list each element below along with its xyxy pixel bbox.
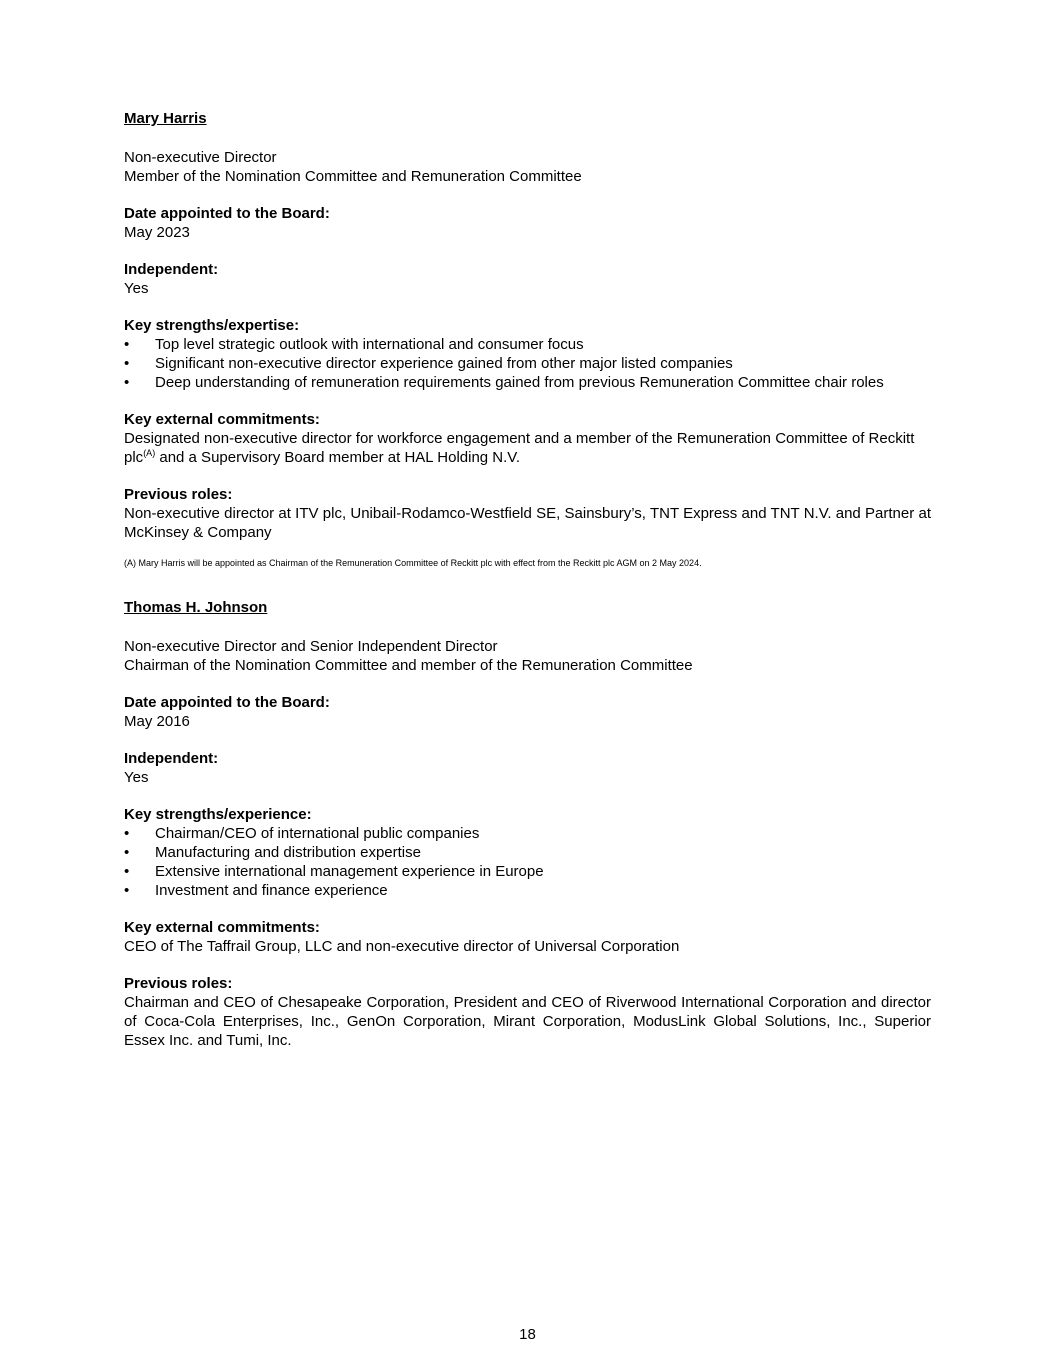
key-strengths-list bbox=[124, 824, 931, 900]
key-strengths-label: Key strengths/experience: bbox=[124, 806, 312, 823]
footnote: (A) Mary Harris will be appointed as Chairman of the Remuneration Committee of Reckitt plc with effect from the Reckitt plc AGM on 2 May 2024. bbox=[124, 558, 702, 568]
date-appointed-label: Date appointed to the Board: bbox=[124, 205, 330, 222]
external-commitments-text-continued: and a Supervisory Board member at HAL Holding N.V. bbox=[155, 449, 521, 466]
list-item bbox=[124, 824, 931, 843]
bullet-icon: • bbox=[124, 355, 130, 372]
external-commitments-value: CEO of The Taffrail Group, LLC and non-executive director of Universal Corporation bbox=[124, 938, 680, 955]
previous-roles-value: Chairman and CEO of Chesapeake Corporation, President and CEO of Riverwood International Corporation and director of Coca-Cola Enterprises, Inc., GenOn Corporation, Mirant Corporation, ModusLink Global Solutions, Inc., Superior Essex Inc. and Tumi, Inc. bbox=[124, 994, 931, 1049]
list-item bbox=[124, 862, 931, 881]
director-committees: Member of the Nomination Committee and Remuneration Committee bbox=[124, 168, 582, 185]
external-commitments-value bbox=[124, 429, 931, 467]
director-title: Non-executive Director bbox=[124, 149, 277, 166]
director-roles bbox=[124, 148, 931, 186]
previous-roles-section bbox=[124, 485, 931, 542]
director-name: Thomas H. Johnson bbox=[124, 599, 268, 616]
external-commitments-section bbox=[124, 410, 931, 467]
key-strengths-section bbox=[124, 805, 931, 900]
list-item-text: Extensive international management experience in Europe bbox=[155, 863, 544, 880]
footnote-reference: (A) bbox=[143, 448, 156, 458]
list-item bbox=[124, 335, 931, 354]
external-commitments-label: Key external commitments: bbox=[124, 919, 320, 936]
director-profile-mary-harris bbox=[124, 109, 931, 569]
date-appointed-value: May 2023 bbox=[124, 224, 190, 241]
bullet-icon: • bbox=[124, 882, 130, 899]
list-item bbox=[124, 881, 931, 900]
key-strengths-list bbox=[124, 335, 931, 392]
independent-label: Independent: bbox=[124, 261, 219, 278]
date-appointed-section bbox=[124, 693, 931, 731]
list-item-text: Top level strategic outlook with international and consumer focus bbox=[155, 336, 584, 353]
director-roles bbox=[124, 637, 931, 675]
list-item-text: Investment and finance experience bbox=[155, 882, 388, 899]
date-appointed-value: May 2016 bbox=[124, 713, 190, 730]
external-commitments-label: Key external commitments: bbox=[124, 411, 320, 428]
director-profile-thomas-johnson bbox=[124, 598, 931, 1050]
key-strengths-section bbox=[124, 316, 931, 392]
key-strengths-label: Key strengths/expertise: bbox=[124, 317, 300, 334]
list-item-text: Significant non-executive director experience gained from other major listed companies bbox=[155, 355, 733, 372]
bullet-icon: • bbox=[124, 825, 130, 842]
independent-section bbox=[124, 260, 931, 298]
previous-roles-section bbox=[124, 974, 931, 1050]
document-page bbox=[124, 109, 931, 1050]
previous-roles-value: Non-executive director at ITV plc, Unibail-Rodamco-Westfield SE, Sainsbury’s, TNT Express and TNT N.V. and Partner at McKinsey & Company bbox=[124, 505, 931, 541]
date-appointed-label: Date appointed to the Board: bbox=[124, 694, 330, 711]
date-appointed-section bbox=[124, 204, 931, 242]
list-item bbox=[124, 354, 931, 373]
external-commitments-text: Designated non-executive director for workforce engagement and a member of the Remuneration Committee of Reckitt plc bbox=[124, 430, 915, 466]
list-item bbox=[124, 373, 931, 392]
external-commitments-section bbox=[124, 918, 931, 956]
list-item bbox=[124, 843, 931, 862]
previous-roles-label: Previous roles: bbox=[124, 486, 233, 503]
list-item-text: Manufacturing and distribution expertise bbox=[155, 844, 421, 861]
previous-roles-label: Previous roles: bbox=[124, 975, 233, 992]
bullet-icon: • bbox=[124, 863, 130, 880]
director-name: Mary Harris bbox=[124, 110, 207, 127]
director-title: Non-executive Director and Senior Independent Director bbox=[124, 638, 498, 655]
independent-section bbox=[124, 749, 931, 787]
bullet-icon: • bbox=[124, 844, 130, 861]
independent-value: Yes bbox=[124, 280, 149, 297]
page-number: 18 bbox=[519, 1326, 536, 1343]
bullet-icon: • bbox=[124, 374, 130, 391]
bullet-icon: • bbox=[124, 336, 130, 353]
list-item-text: Chairman/CEO of international public companies bbox=[155, 825, 480, 842]
independent-value: Yes bbox=[124, 769, 149, 786]
list-item-text: Deep understanding of remuneration requirements gained from previous Remuneration Committee chair roles bbox=[155, 374, 884, 391]
independent-label: Independent: bbox=[124, 750, 219, 767]
director-committees: Chairman of the Nomination Committee and member of the Remuneration Committee bbox=[124, 657, 693, 674]
